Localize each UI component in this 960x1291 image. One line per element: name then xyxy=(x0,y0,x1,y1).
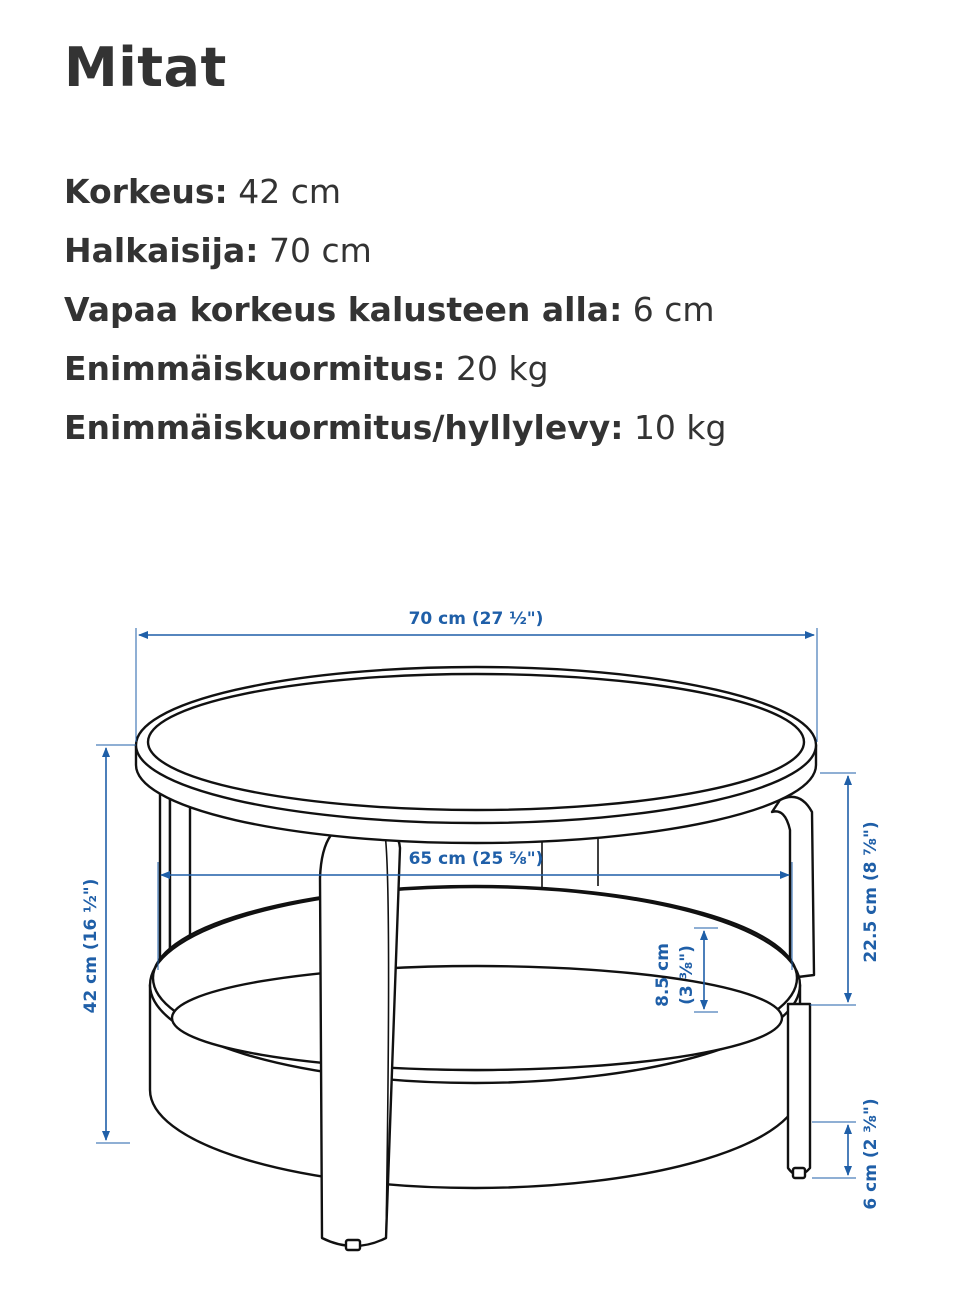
spec-max-load xyxy=(64,339,726,398)
front-center-leg xyxy=(320,822,400,1250)
spec-label: Korkeus: xyxy=(64,172,228,211)
dim-clearance-label: 6 cm (2 ⅜") xyxy=(861,1098,881,1210)
dim-width-label: 70 cm (27 ½") xyxy=(408,609,544,629)
spec-value: 42 cm xyxy=(238,172,341,211)
table-drawing xyxy=(136,667,816,1250)
dim-shelf-depth-cm: 8.5 cm xyxy=(653,943,673,1007)
dim-height-label: 42 cm (16 ½") xyxy=(81,878,101,1014)
front-right-leg xyxy=(788,1004,810,1178)
dim-shelf-depth-in: (3 ⅜") xyxy=(677,945,697,1005)
dim-upper-gap-label: 22.5 cm (8 ⅞") xyxy=(861,821,881,963)
spec-label: Enimmäiskuormitus: xyxy=(64,349,446,388)
dim-clearance xyxy=(812,1098,881,1209)
page-title: Mitat xyxy=(64,36,227,99)
dim-inner-width-label: 65 cm (25 ⅝") xyxy=(408,849,544,869)
spec-height xyxy=(64,162,726,221)
spec-value: 6 cm xyxy=(632,290,715,329)
dim-overall-height xyxy=(81,745,136,1143)
spec-clearance xyxy=(64,280,726,339)
dimensions-list xyxy=(64,162,726,457)
spec-label: Enimmäiskuormitus/hyllylevy: xyxy=(64,408,624,447)
spec-diameter xyxy=(64,221,726,280)
tabletop xyxy=(136,667,816,843)
dim-upper-gap xyxy=(810,773,881,1005)
spec-value: 70 cm xyxy=(268,231,372,270)
spec-label: Vapaa korkeus kalusteen alla: xyxy=(64,290,623,329)
spec-value: 20 kg xyxy=(456,349,549,388)
lower-shelf xyxy=(150,886,800,1188)
spec-value: 10 kg xyxy=(633,408,727,447)
spec-label: Halkaisija: xyxy=(64,231,259,270)
dimension-diagram xyxy=(0,560,960,1291)
spec-max-load-shelf xyxy=(64,398,726,457)
